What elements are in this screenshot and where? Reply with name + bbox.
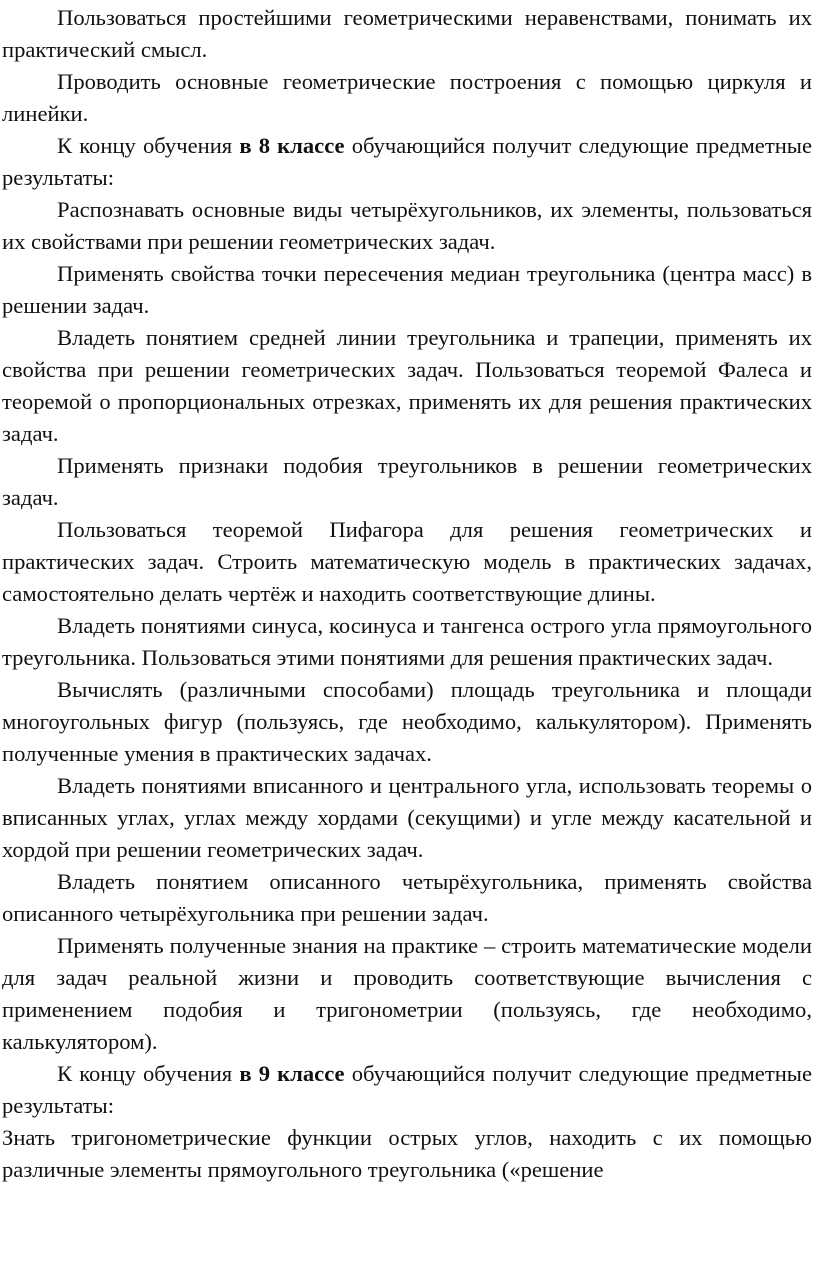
- grade8-intro-before: К концу обучения: [57, 133, 240, 158]
- paragraph-grade8-intro: [2, 130, 812, 194]
- paragraph-circumscribed-quadrilateral: Владеть понятием описанного четырёхугольника, применять свойства описанного четырёхугольника при решении задач.: [2, 869, 812, 926]
- paragraph-trig-ratios: Владеть понятиями синуса, косинуса и тангенса острого угла прямоугольного треугольника. Пользоваться этими понятиями для решения практических задач.: [2, 613, 812, 670]
- grade8-intro-after: обучающийся получит следующие предметные результаты:: [2, 133, 812, 190]
- grade8-label: в 8 классе: [239, 133, 345, 158]
- paragraph-midline-thales: Владеть понятием средней линии треугольника и трапеции, применять их свойства при решении геометрических задач. Пользоваться теоремой Фалеса и теоремой о пропорциональных отрезках, применять их для решения практических задач.: [2, 325, 812, 446]
- paragraph-similarity: Применять признаки подобия треугольников в решении геометрических задач.: [2, 453, 812, 510]
- paragraph-inscribed-angles: Владеть понятиями вписанного и центрального угла, использовать теоремы о вписанных углах, углах между хордами (секущими) и угле между касательной и хордой при решении геометрических задач.: [2, 773, 812, 862]
- paragraph-geometric-inequalities: Пользоваться простейшими геометрическими неравенствами, понимать их практический смысл.: [2, 5, 812, 62]
- paragraph-compass-constructions: Проводить основные геометрические построения с помощью циркуля и линейки.: [2, 69, 812, 126]
- paragraph-trig-functions: Знать тригонометрические функции острых углов, находить с их помощью различные элементы прямоугольного треугольника («решение: [2, 1125, 812, 1182]
- grade9-intro-before: К концу обучения: [57, 1061, 240, 1086]
- paragraph-centroid: Применять свойства точки пересечения медиан треугольника (центра масс) в решении задач.: [2, 261, 812, 318]
- paragraph-pythagoras: Пользоваться теоремой Пифагора для решения геометрических и практических задач. Строить математическую модель в практических задачах, самостоятельно делать чертёж и находить соответствующие длины.: [2, 517, 812, 606]
- paragraph-quadrilaterals: Распознавать основные виды четырёхугольников, их элементы, пользоваться их свойствами при решении геометрических задач.: [2, 197, 812, 254]
- grade9-label: в 9 классе: [239, 1061, 345, 1086]
- paragraph-area: Вычислять (различными способами) площадь треугольника и площади многоугольных фигур (пользуясь, где необходимо, калькулятором). Применять полученные умения в практических задачах.: [2, 677, 812, 766]
- grade9-intro-after: обучающийся получит следующие предметные результаты:: [2, 1061, 812, 1118]
- paragraph-grade9-intro: [2, 1058, 812, 1122]
- paragraph-practical-models: Применять полученные знания на практике – строить математические модели для задач реальной жизни и проводить соответствующие вычисления с применением подобия и тригонометрии (пользуясь, где необходимо, калькулятором).: [2, 933, 812, 1054]
